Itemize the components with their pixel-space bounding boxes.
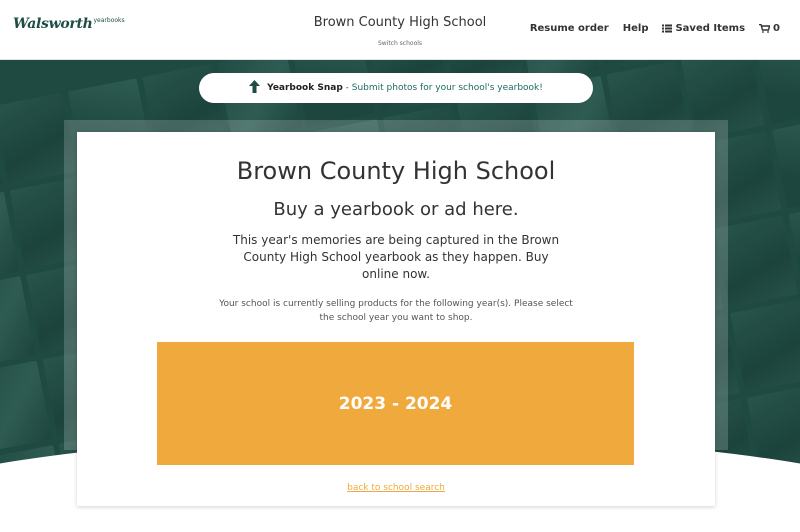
cart-count: 0 [773,23,780,34]
year-option-label: 2023 - 2024 [338,393,453,414]
year-option-button[interactable] [157,342,634,465]
header-nav [530,23,780,34]
back-to-search-link[interactable]: back to school search [347,483,445,493]
logo-subtext: yearbooks [93,17,125,24]
header-school-name: Brown County High School [313,15,487,30]
help-label: Help [622,23,649,34]
cart-link[interactable] [759,23,780,34]
saved-items-link[interactable] [662,23,745,34]
snap-title: Yearbook Snap [267,83,343,93]
resume-order-link[interactable] [530,23,609,34]
card-subtitle: Buy a yearbook or ad here. [273,199,519,220]
resume-order-label: Resume order [529,23,609,34]
cart-icon [759,24,770,33]
snap-description: - Submit photos for your school's yearbook! [342,83,543,93]
yearbook-snap-banner[interactable] [199,73,593,103]
site-header [0,0,800,60]
arrow-up-icon [249,80,260,96]
list-icon [662,24,672,33]
card-description: This year's memories are being captured in the Brown County High School yearbook as they happen. Buy online now. [232,233,560,281]
school-card [77,132,715,506]
card-title: Brown County High School [236,157,556,185]
saved-items-label: Saved Items [675,23,746,34]
logo-text: Walsworth [13,16,93,32]
card-note: Your school is currently selling products for the following year(s). Please select the school year you want to shop. [219,299,573,323]
help-link[interactable] [623,23,649,34]
switch-schools-link[interactable]: Switch schools [377,40,423,47]
